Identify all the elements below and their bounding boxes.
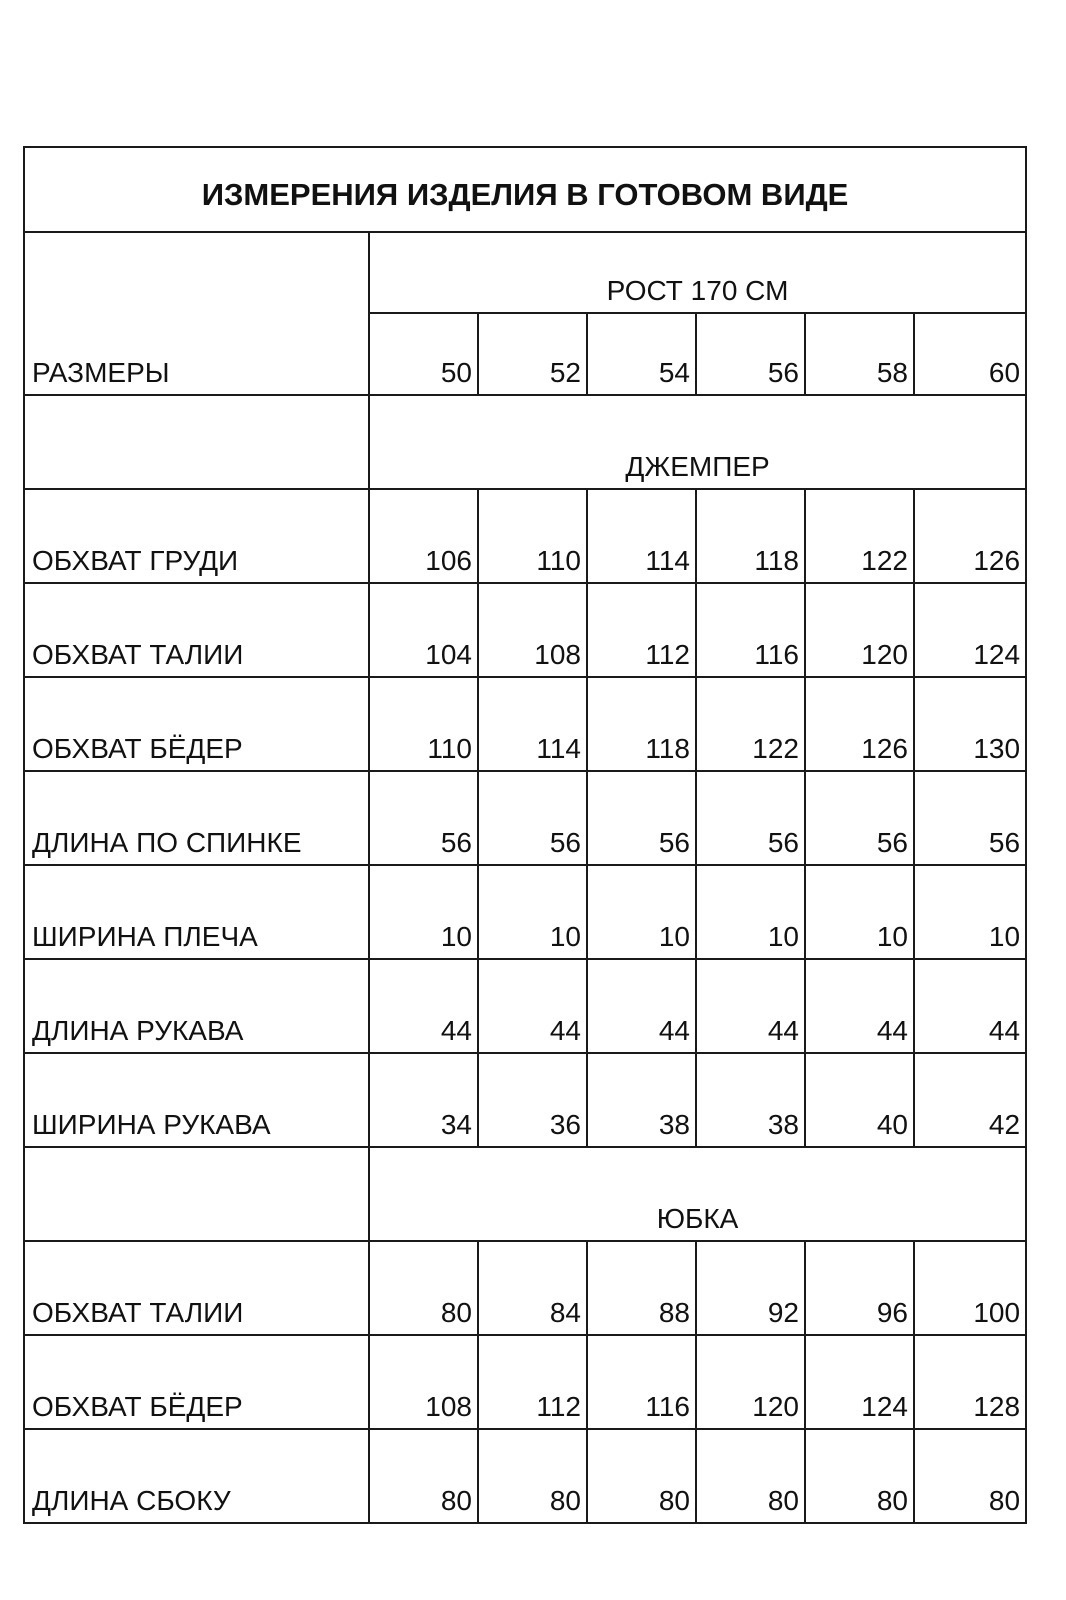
size-value: 54 (587, 313, 696, 395)
measurement-label: ДЛИНА РУКАВА (24, 959, 369, 1053)
measurement-value: 10 (478, 865, 587, 959)
measurement-value: 120 (805, 583, 914, 677)
measurement-value: 10 (587, 865, 696, 959)
measurement-value: 120 (696, 1335, 805, 1429)
measurement-value: 106 (369, 489, 478, 583)
measurement-value: 88 (587, 1241, 696, 1335)
measurement-label: ОБХВАТ ТАЛИИ (24, 1241, 369, 1335)
measurement-value: 110 (369, 677, 478, 771)
measurement-value: 56 (914, 771, 1026, 865)
measurement-label: ОБХВАТ ГРУДИ (24, 489, 369, 583)
measurement-label: ДЛИНА СБОКУ (24, 1429, 369, 1523)
measurement-value: 38 (587, 1053, 696, 1147)
table-row (24, 677, 1026, 771)
measurement-value: 10 (914, 865, 1026, 959)
measurement-value: 114 (478, 677, 587, 771)
measurement-value: 116 (587, 1335, 696, 1429)
measurement-value: 108 (369, 1335, 478, 1429)
measurement-value: 122 (805, 489, 914, 583)
section-name: ДЖЕМПЕР (369, 395, 1026, 489)
measurement-label: ОБХВАТ БЁДЕР (24, 677, 369, 771)
sizes-label: РАЗМЕРЫ (24, 232, 369, 395)
measurement-value: 112 (478, 1335, 587, 1429)
size-chart-table (23, 146, 1027, 1524)
table-row (24, 1335, 1026, 1429)
measurement-value: 44 (369, 959, 478, 1053)
size-value: 56 (696, 313, 805, 395)
measurement-value: 80 (805, 1429, 914, 1523)
measurement-value: 130 (914, 677, 1026, 771)
section-name: ЮБКА (369, 1147, 1026, 1241)
measurement-label: ОБХВАТ БЁДЕР (24, 1335, 369, 1429)
measurement-value: 80 (587, 1429, 696, 1523)
measurement-value: 112 (587, 583, 696, 677)
table-row (24, 583, 1026, 677)
section-header-row (24, 395, 1026, 489)
measurement-value: 38 (696, 1053, 805, 1147)
height-row (24, 232, 1026, 313)
measurement-value: 124 (805, 1335, 914, 1429)
measurement-value: 56 (805, 771, 914, 865)
measurement-value: 80 (369, 1241, 478, 1335)
table-row (24, 489, 1026, 583)
measurement-label: ШИРИНА РУКАВА (24, 1053, 369, 1147)
size-value: 50 (369, 313, 478, 395)
measurement-value: 118 (587, 677, 696, 771)
section-blank-cell (24, 1147, 369, 1241)
measurement-value: 36 (478, 1053, 587, 1147)
measurement-value: 10 (805, 865, 914, 959)
section-blank-cell (24, 395, 369, 489)
measurement-value: 56 (587, 771, 696, 865)
measurement-value: 80 (369, 1429, 478, 1523)
title-row (24, 147, 1026, 232)
size-chart-frame (23, 146, 1025, 1516)
size-value: 52 (478, 313, 587, 395)
measurement-value: 126 (914, 489, 1026, 583)
table-row (24, 959, 1026, 1053)
section-header-row (24, 1147, 1026, 1241)
measurement-value: 44 (696, 959, 805, 1053)
measurement-label: ОБХВАТ ТАЛИИ (24, 583, 369, 677)
table-title: ИЗМЕРЕНИЯ ИЗДЕЛИЯ В ГОТОВОМ ВИДЕ (24, 147, 1026, 232)
measurement-value: 56 (696, 771, 805, 865)
measurement-value: 56 (369, 771, 478, 865)
measurement-value: 92 (696, 1241, 805, 1335)
measurement-value: 104 (369, 583, 478, 677)
measurement-value: 126 (805, 677, 914, 771)
measurement-value: 10 (369, 865, 478, 959)
measurement-value: 118 (696, 489, 805, 583)
measurement-value: 80 (914, 1429, 1026, 1523)
measurement-value: 108 (478, 583, 587, 677)
table-row (24, 771, 1026, 865)
measurement-value: 116 (696, 583, 805, 677)
height-label: РОСТ 170 СМ (369, 232, 1026, 313)
measurement-value: 56 (478, 771, 587, 865)
table-row (24, 1241, 1026, 1335)
measurement-value: 10 (696, 865, 805, 959)
measurement-value: 42 (914, 1053, 1026, 1147)
size-value: 60 (914, 313, 1026, 395)
measurement-label: ШИРИНА ПЛЕЧА (24, 865, 369, 959)
measurement-value: 80 (696, 1429, 805, 1523)
measurement-value: 40 (805, 1053, 914, 1147)
measurement-value: 84 (478, 1241, 587, 1335)
measurement-value: 44 (478, 959, 587, 1053)
measurement-value: 80 (478, 1429, 587, 1523)
measurement-value: 114 (587, 489, 696, 583)
size-value: 58 (805, 313, 914, 395)
measurement-value: 44 (914, 959, 1026, 1053)
measurement-value: 124 (914, 583, 1026, 677)
table-row (24, 865, 1026, 959)
table-row (24, 1429, 1026, 1523)
measurement-value: 96 (805, 1241, 914, 1335)
measurement-value: 44 (805, 959, 914, 1053)
measurement-label: ДЛИНА ПО СПИНКЕ (24, 771, 369, 865)
table-row (24, 1053, 1026, 1147)
measurement-value: 128 (914, 1335, 1026, 1429)
measurement-value: 34 (369, 1053, 478, 1147)
measurement-value: 100 (914, 1241, 1026, 1335)
measurement-value: 44 (587, 959, 696, 1053)
size-chart-body (24, 147, 1026, 1523)
measurement-value: 122 (696, 677, 805, 771)
measurement-value: 110 (478, 489, 587, 583)
